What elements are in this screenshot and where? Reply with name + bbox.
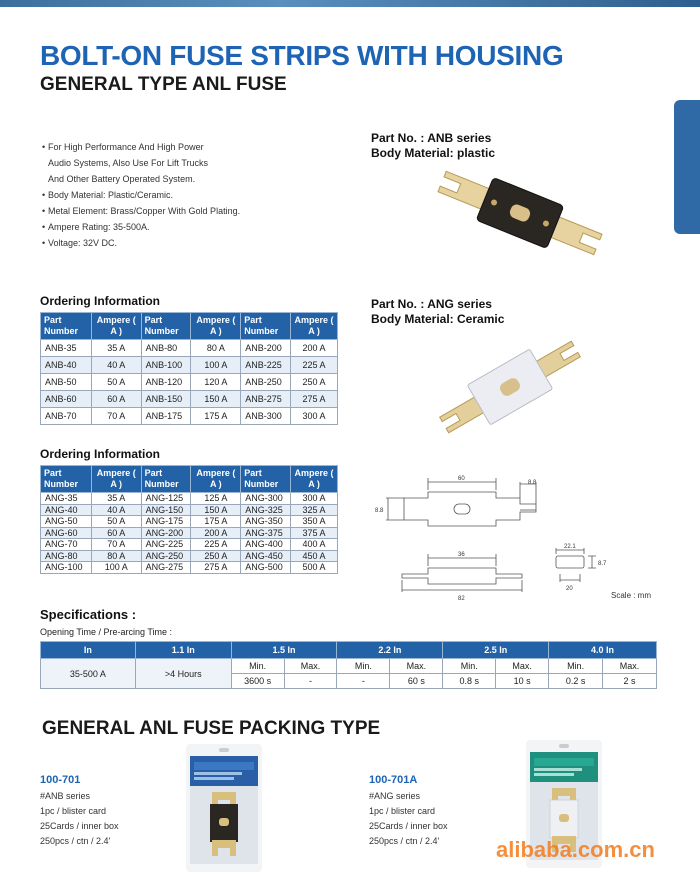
table-row — [41, 539, 338, 551]
table-cell: Min. — [337, 659, 390, 674]
feature-item: Audio Systems, Also Use For Lift Trucks — [48, 158, 209, 168]
table-header-row — [41, 466, 338, 493]
table-cell: ANG-500 — [241, 562, 291, 574]
table-cell: 80 A — [91, 550, 141, 562]
table-cell: ANG-60 — [41, 527, 92, 539]
table-cell: ANG-50 — [41, 516, 92, 528]
table-cell: ANG-350 — [241, 516, 291, 528]
table-cell: ANB-60 — [41, 391, 92, 408]
table-cell: 150 A — [191, 391, 241, 408]
table-cell: ANG-325 — [241, 504, 291, 516]
table-cell: ANB-300 — [241, 408, 291, 425]
table-cell: Max. — [284, 659, 337, 674]
ang-body-material: Body Material: Ceramic — [371, 312, 505, 326]
packing-item-anb — [40, 771, 119, 849]
table-cell: ANB-40 — [41, 357, 92, 374]
table-row — [41, 408, 338, 425]
table-cell: 40 A — [91, 357, 141, 374]
table-cell: - — [337, 674, 390, 689]
feature-item: • Voltage: 32V DC. — [42, 235, 240, 251]
table-cell: Max. — [390, 659, 443, 674]
side-tab-marker — [674, 100, 700, 234]
column-header: Ampere ( A ) — [91, 466, 141, 493]
table-cell: 200 A — [291, 340, 338, 357]
table-row — [41, 659, 657, 674]
ang-fuse-image — [430, 322, 590, 452]
column-header: 1.5 In — [231, 642, 337, 659]
dim-label: 8.8 — [528, 480, 537, 486]
table-cell: 35 A — [91, 493, 141, 505]
packing-code: 100-701 — [40, 774, 81, 786]
column-header: Part Number — [241, 466, 291, 493]
column-header: Ampere ( A ) — [91, 313, 141, 340]
table-row — [41, 550, 338, 562]
top-decorative-band — [0, 0, 700, 7]
ordering-anb-table — [40, 312, 338, 425]
packing-series: #ANG series — [369, 791, 421, 801]
packing-series: #ANB series — [40, 791, 91, 801]
table-cell: ANG-200 — [141, 527, 191, 539]
table-cell: 250 A — [291, 374, 338, 391]
dim-label: 36 — [458, 552, 465, 558]
table-cell: ANG-225 — [141, 539, 191, 551]
anb-part-number: Part No. : ANB series — [371, 131, 492, 145]
table-cell: 70 A — [91, 408, 141, 425]
ang-part-number: Part No. : ANG series — [371, 297, 492, 311]
packing-line: 25Cards / inner box — [369, 821, 448, 831]
table-cell: 225 A — [191, 539, 241, 551]
specifications-table — [40, 641, 657, 689]
table-cell: 150 A — [191, 504, 241, 516]
table-cell: 275 A — [191, 562, 241, 574]
table-cell: ANG-175 — [141, 516, 191, 528]
column-header: Part Number — [141, 466, 191, 493]
column-header: 1.1 In — [135, 642, 231, 659]
table-cell: - — [284, 674, 337, 689]
table-row — [41, 391, 338, 408]
table-cell: ANG-80 — [41, 550, 92, 562]
table-cell: ANG-40 — [41, 504, 92, 516]
specifications-heading: Specifications : — [40, 607, 137, 622]
table-cell: ANB-100 — [141, 357, 191, 374]
table-cell: 225 A — [291, 357, 338, 374]
table-cell: ANB-150 — [141, 391, 191, 408]
column-header: Part Number — [41, 466, 92, 493]
table-cell: 100 A — [191, 357, 241, 374]
column-header: 2.5 In — [443, 642, 549, 659]
packing-title: GENERAL ANL FUSE PACKING TYPE — [42, 718, 381, 739]
feature-item: • For High Performance And High Power — [42, 139, 240, 155]
table-cell: 375 A — [291, 527, 338, 539]
table-cell: 325 A — [291, 504, 338, 516]
table-row — [41, 527, 338, 539]
table-cell: 3600 s — [231, 674, 284, 689]
table-cell: ANG-300 — [241, 493, 291, 505]
table-cell: 80 A — [191, 340, 241, 357]
watermark-text: alibaba.com.cn — [496, 837, 655, 862]
table-cell: 60 s — [390, 674, 443, 689]
table-row — [41, 340, 338, 357]
table-cell: ANG-375 — [241, 527, 291, 539]
table-cell: 250 A — [191, 550, 241, 562]
column-header: Part Number — [41, 313, 92, 340]
dim-label: 8.7 — [598, 561, 607, 567]
table-cell: 450 A — [291, 550, 338, 562]
column-header: Ampere ( A ) — [291, 466, 338, 493]
table-header-row — [41, 642, 657, 659]
table-cell: Min. — [549, 659, 603, 674]
table-cell: 40 A — [91, 504, 141, 516]
column-header: Ampere ( A ) — [291, 313, 338, 340]
table-cell: Min. — [231, 659, 284, 674]
table-header-row — [41, 313, 338, 340]
table-cell: ANB-35 — [41, 340, 92, 357]
table-cell: 2 s — [603, 674, 657, 689]
table-cell: ANG-125 — [141, 493, 191, 505]
specifications-subheading: Opening Time / Pre-arcing Time : — [40, 627, 173, 637]
table-cell: ANB-80 — [141, 340, 191, 357]
table-cell: ANB-70 — [41, 408, 92, 425]
table-cell: ANB-275 — [241, 391, 291, 408]
table-cell: ANB-225 — [241, 357, 291, 374]
table-cell: 120 A — [191, 374, 241, 391]
column-header: 2.2 In — [337, 642, 443, 659]
table-cell: ANG-275 — [141, 562, 191, 574]
dim-label: 60 — [458, 476, 465, 482]
table-cell: ANG-70 — [41, 539, 92, 551]
packing-line: 1pc / blister card — [40, 806, 107, 816]
table-cell: 300 A — [291, 493, 338, 505]
ordering-ang-table — [40, 465, 338, 574]
dim-label: 82 — [458, 596, 465, 602]
column-header: Part Number — [241, 313, 291, 340]
page-title: BOLT-ON FUSE STRIPS WITH HOUSING — [40, 40, 564, 71]
anb-part-info — [371, 131, 495, 161]
table-cell: ANG-450 — [241, 550, 291, 562]
table-cell: ANB-200 — [241, 340, 291, 357]
ordering-ang-heading: Ordering Information — [40, 447, 160, 461]
packing-line: 25Cards / inner box — [40, 821, 119, 831]
column-header: Ampere ( A ) — [191, 466, 241, 493]
table-row — [41, 504, 338, 516]
table-row — [41, 357, 338, 374]
table-row — [41, 374, 338, 391]
table-cell: 175 A — [191, 516, 241, 528]
table-cell: 70 A — [91, 539, 141, 551]
table-cell: ANG-100 — [41, 562, 92, 574]
packing-line: 1pc / blister card — [369, 806, 436, 816]
table-cell: ANB-120 — [141, 374, 191, 391]
packing-item-ang — [369, 771, 448, 849]
table-row — [41, 562, 338, 574]
table-cell: Max. — [496, 659, 549, 674]
table-cell: ANB-175 — [141, 408, 191, 425]
packing-line: 250pcs / ctn / 2.4' — [369, 836, 440, 846]
table-cell: 500 A — [291, 562, 338, 574]
table-cell: 275 A — [291, 391, 338, 408]
column-header: 4.0 In — [549, 642, 657, 659]
column-header: Ampere ( A ) — [191, 313, 241, 340]
dim-label: 8.8 — [375, 508, 384, 514]
column-header: Part Number — [141, 313, 191, 340]
table-cell: 10 s — [496, 674, 549, 689]
table-cell: 0.2 s — [549, 674, 603, 689]
table-cell: 100 A — [91, 562, 141, 574]
column-header: In — [41, 642, 136, 659]
table-row — [41, 493, 338, 505]
table-cell: 300 A — [291, 408, 338, 425]
table-cell: 50 A — [91, 374, 141, 391]
table-cell: 60 A — [91, 391, 141, 408]
table-cell: 60 A — [91, 527, 141, 539]
table-cell: >4 Hours — [135, 659, 231, 689]
table-cell: 0.8 s — [443, 674, 496, 689]
packing-line: 250pcs / ctn / 2.4' — [40, 836, 111, 846]
table-cell: ANG-150 — [141, 504, 191, 516]
feature-item: • Ampere Rating: 35-500A. — [42, 219, 240, 235]
scale-label: Scale : mm — [611, 591, 652, 600]
table-cell: 35 A — [91, 340, 141, 357]
table-cell: Max. — [603, 659, 657, 674]
table-cell: 400 A — [291, 539, 338, 551]
table-row — [41, 516, 338, 528]
feature-list — [42, 139, 240, 251]
table-cell: Min. — [443, 659, 496, 674]
feature-item: • Metal Element: Brass/Copper With Gold Plating. — [42, 203, 240, 219]
packing-code: 100-701A — [369, 774, 418, 786]
feature-item: • Body Material: Plastic/Ceramic. — [42, 187, 240, 203]
page-subtitle: GENERAL TYPE ANL FUSE — [40, 74, 287, 95]
dim-label: 22.1 — [564, 544, 576, 550]
table-cell: 125 A — [191, 493, 241, 505]
dimension-drawing — [370, 470, 670, 610]
table-cell: 50 A — [91, 516, 141, 528]
table-cell: 175 A — [191, 408, 241, 425]
anb-fuse-image — [430, 168, 610, 258]
table-cell: 35-500 A — [41, 659, 136, 689]
table-cell: ANB-250 — [241, 374, 291, 391]
table-cell: ANB-50 — [41, 374, 92, 391]
table-cell: 200 A — [191, 527, 241, 539]
table-cell: ANG-250 — [141, 550, 191, 562]
dim-label: 20 — [566, 586, 573, 592]
table-cell: ANG-400 — [241, 539, 291, 551]
table-cell: ANG-35 — [41, 493, 92, 505]
anb-blister-card-image — [186, 744, 262, 872]
anb-body-material: Body Material: plastic — [371, 146, 496, 160]
table-cell: 350 A — [291, 516, 338, 528]
feature-item: And Other Battery Operated System. — [48, 174, 196, 184]
ordering-anb-heading: Ordering Information — [40, 294, 160, 308]
